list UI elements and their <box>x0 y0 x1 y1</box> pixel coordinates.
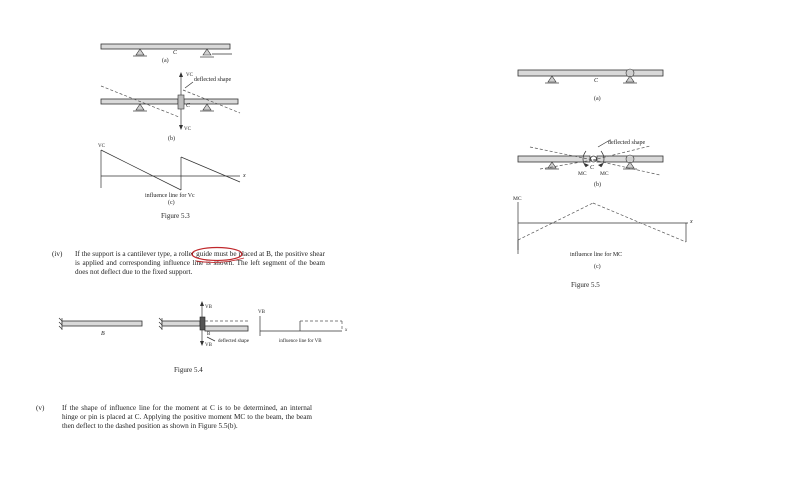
subfig-c-label: (c) <box>168 200 175 206</box>
paragraph-v-text: If the shape of influence line for the moment at C is to be determined, an internal hinge or pin is placed at C. Applying the positive moment MC to the beam, the beam then deflect to the dashed position as shown in Figure 5.5(b). <box>62 404 312 430</box>
influence-line-label-mc: influence line for MC <box>570 252 623 258</box>
subfig-a-label-5-5: (a) <box>594 96 601 102</box>
figure-5-5-caption: Figure 5.5 <box>571 281 600 289</box>
label-c-mid-5-5: C <box>590 165 595 171</box>
mc-left-label: MC <box>578 171 587 177</box>
x-axis-label-5-4: x <box>345 328 348 333</box>
label-c-top-5-5: C <box>594 78 599 84</box>
y-axis-label-mc: MC <box>513 196 522 202</box>
paragraph-v-number: (v) <box>36 404 45 412</box>
subfig-b-label: (b) <box>168 136 175 142</box>
label-c-mid: C <box>186 103 191 109</box>
vb-up-label: VB <box>205 305 212 310</box>
label-b-2: B <box>207 332 211 337</box>
label-b-1: B <box>101 331 105 337</box>
subfig-b-label-5-5: (b) <box>594 182 601 188</box>
deflected-shape-label: deflected shape <box>194 77 232 83</box>
influence-line-label-vc: influence line for Vc <box>145 193 195 199</box>
deflected-shape-label-5-5: deflected shape <box>608 140 646 146</box>
vb-down-label: VB <box>205 343 212 348</box>
mc-right-label: MC <box>600 171 609 177</box>
subfig-c-label-5-5: (c) <box>594 264 601 270</box>
y-axis-label-vb: VB <box>258 310 265 315</box>
influence-line-label-vb: influence line for VB <box>279 339 322 344</box>
figure-5-3-caption: Figure 5.3 <box>161 212 190 220</box>
paragraph-iv-number: (iv) <box>52 250 63 258</box>
x-axis-label: x <box>243 173 246 179</box>
vc-up-label: VC <box>186 73 193 78</box>
y-axis-label-vc: VC <box>98 144 105 149</box>
vc-down-label: VC <box>184 127 191 132</box>
deflected-shape-label-5-4: deflected shape <box>218 339 249 344</box>
label-c-top: C <box>173 50 178 56</box>
figure-5-4-caption: Figure 5.4 <box>174 366 203 374</box>
subfig-a-label: (a) <box>162 58 169 64</box>
paragraph-iv-text: If the support is a cantilever type, a roller guide must be placed at B, the positive shear is applied and corresponding influence line is shown. The left segment of the beam does not deflect due to the fixed support. <box>75 250 325 276</box>
x-axis-label-5-5: x <box>690 219 693 225</box>
